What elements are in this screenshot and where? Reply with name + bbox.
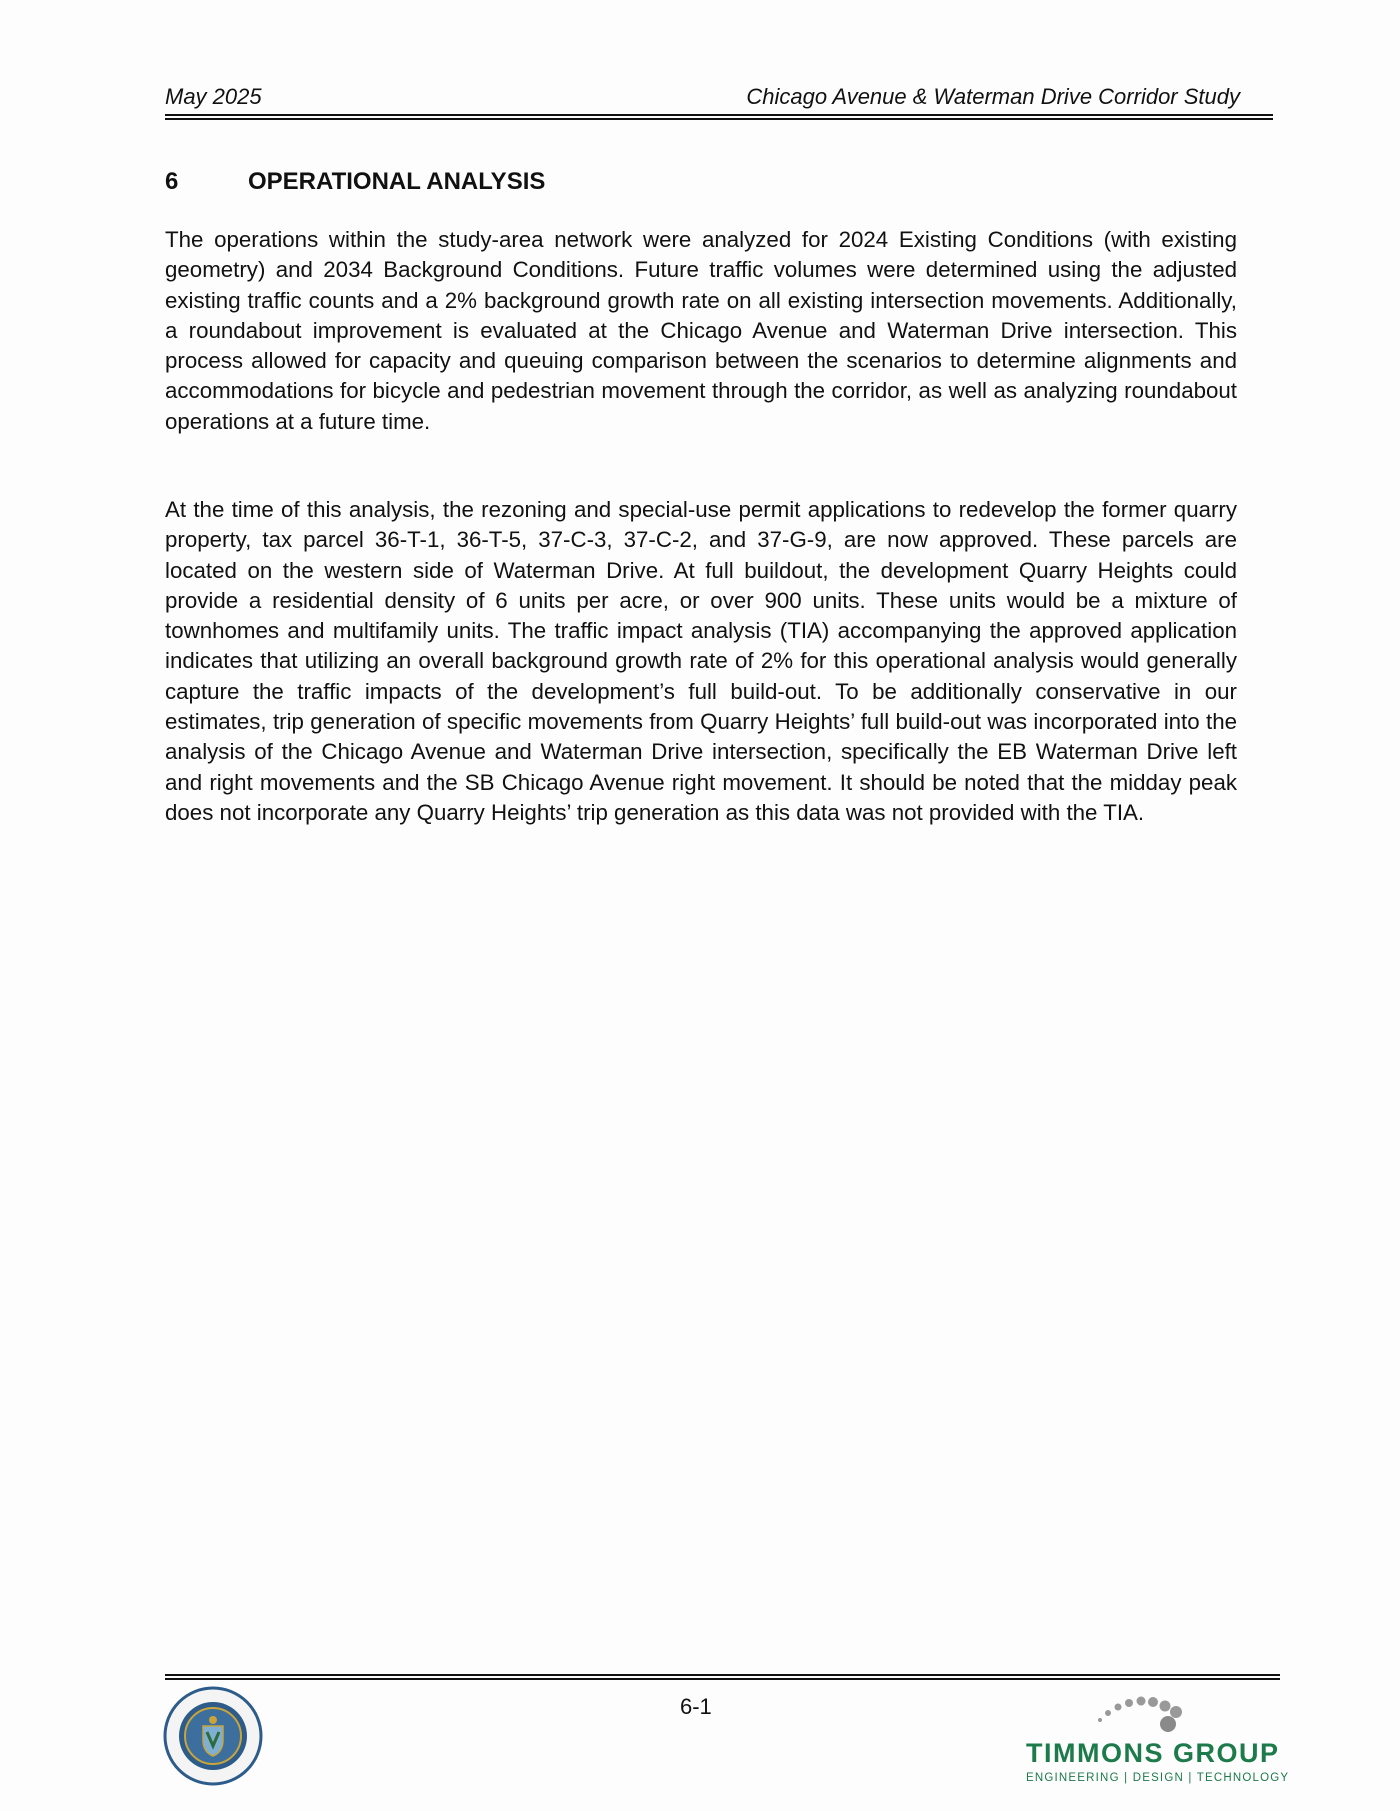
section-heading [165,168,545,196]
header-study-title: Chicago Avenue & Waterman Drive Corridor Study [746,84,1240,109]
page-number: 6-1 [680,1694,712,1719]
timmons-group-logo-icon [1018,1688,1290,1788]
header-date: May 2025 [165,84,262,109]
paragraph-quarry-heights: At the time of this analysis, the rezoning and special-use permit applications to redevelop the former quarry property, tax parcel 36-T-1, 36-T-5, 37-C-3, 37-C-2, and 37-G-9, are now approved. These parcels are located on the western side of Waterman Drive. At full buildout, the development Quarry Heights could provide a residential density of 6 units per acre, or over 900 units. These units would be a mixture of townhomes and multifamily units. The traffic impact analysis (TIA) accompanying the approved application indicates that utilizing an overall background growth rate of 2% for this operational analysis would generally capture the traffic impacts of the development’s full build-out. To be additionally conservative in our estimates, trip generation of specific movements from Quarry Heights’ full build-out was incorporated into the analysis of the Chicago Avenue and Waterman Drive intersection, specifically the EB Waterman Drive left and right movements and the SB Chicago Avenue right movement. It should be noted that the midday peak does not incorporate any Quarry Heights’ trip generation as this data was not provided with the TIA. [165,497,1237,825]
logo-brand: TIMMONS GROUP [1026,1738,1280,1768]
logo-tagline: ENGINEERING | DESIGN | TECHNOLOGY [1026,1772,1290,1784]
header-rule [165,114,1273,120]
section-number: 6 [165,168,179,195]
footer-rule [165,1674,1280,1680]
section-title: OPERATIONAL ANALYSIS [248,168,546,195]
city-seal-icon [163,1686,263,1786]
paragraph-operations: The operations within the study-area network were analyzed for 2024 Existing Conditions (with existing geometry) and 2034 Background Conditions. Future traffic volumes were determined using the adjusted existing traffic counts and a 2% background growth rate on all existing intersection movements. Additionally, a roundabout improvement is evaluated at the Chicago Avenue and Waterman Drive intersection. This process allowed for capacity and queuing comparison between the scenarios to determine alignments and accommodations for bicycle and pedestrian movement through the corridor, as well as analyzing roundabout operations at a future time. [165,227,1237,434]
page-header [165,84,1240,114]
